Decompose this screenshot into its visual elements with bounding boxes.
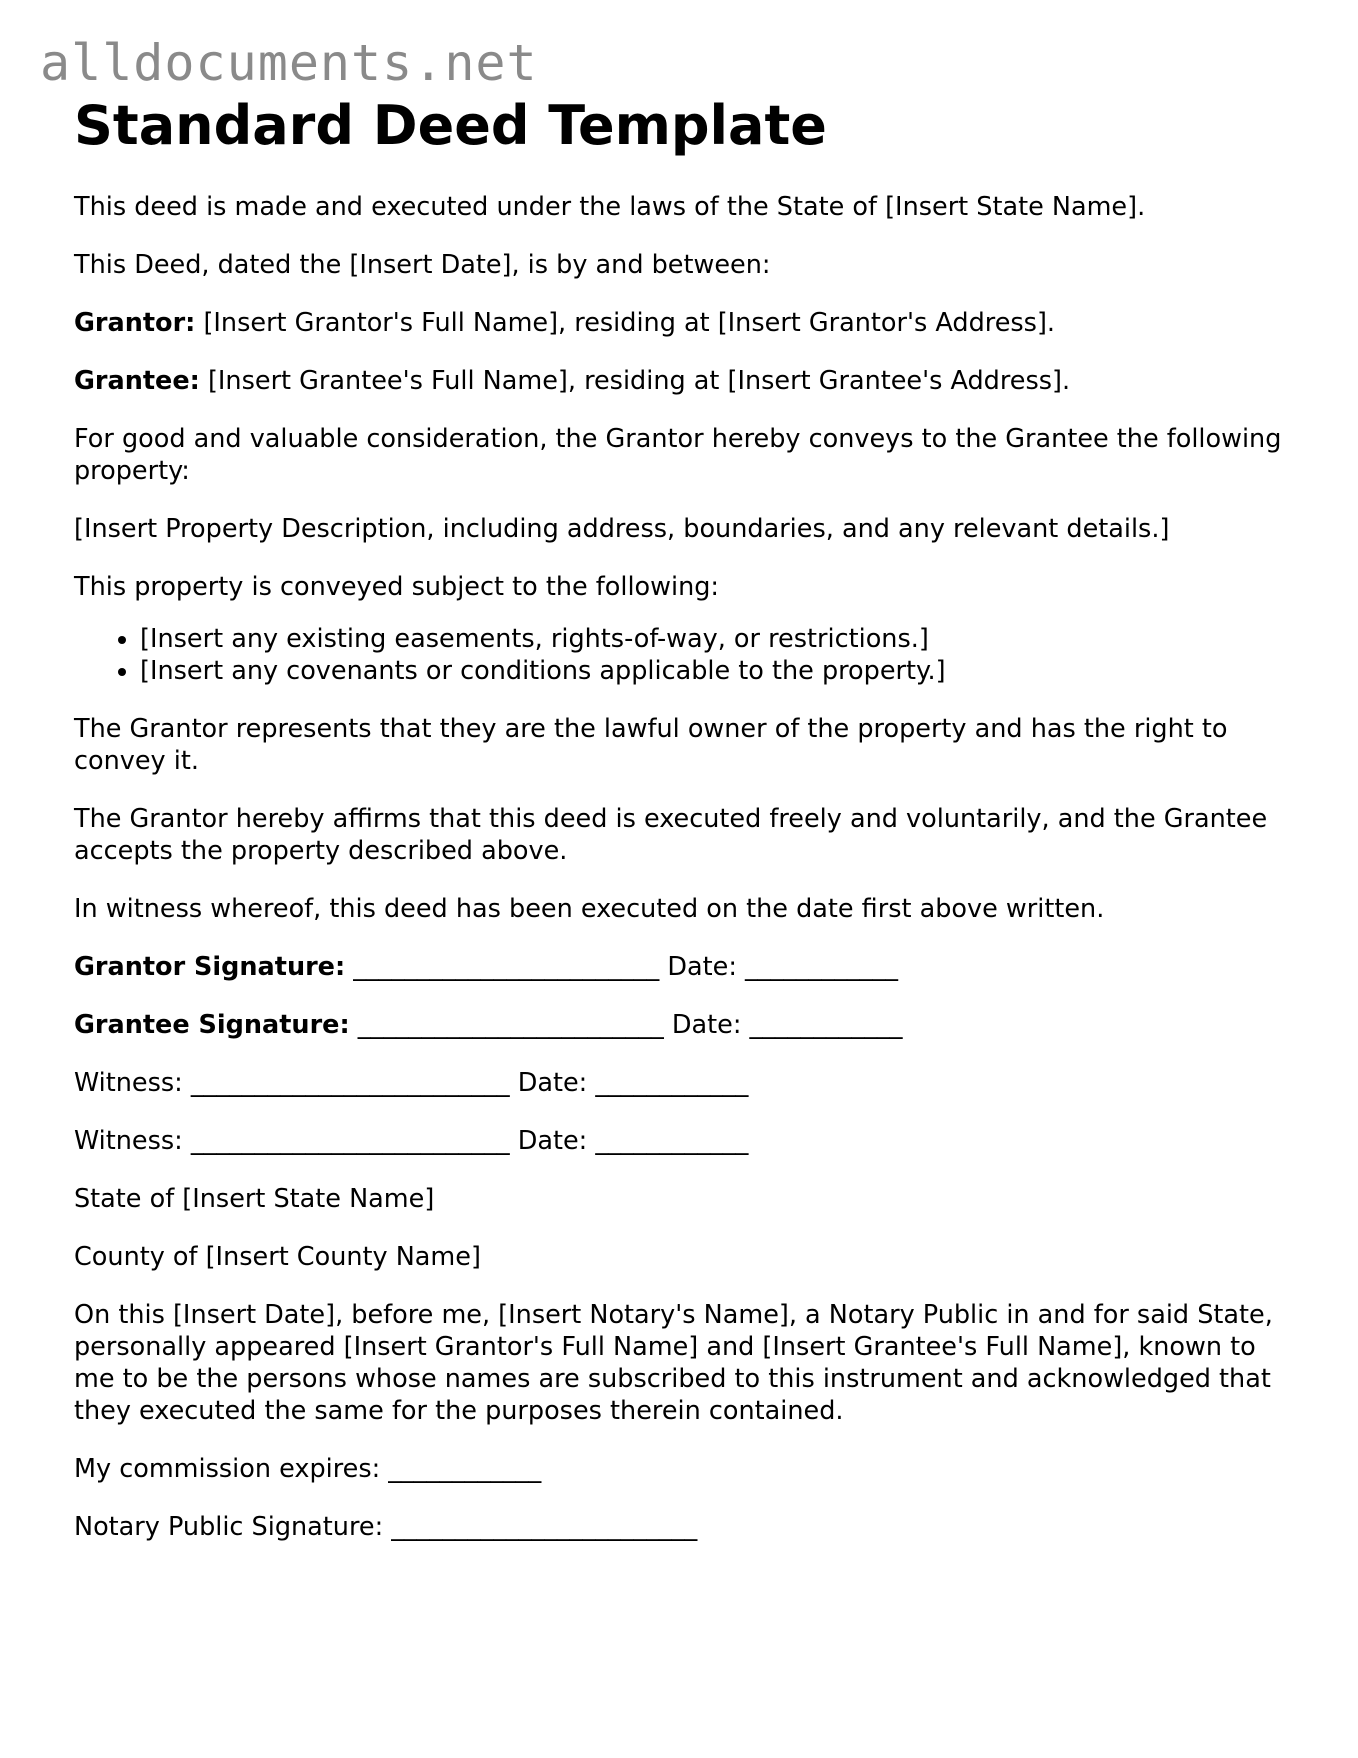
grantor-signature-label: Grantor Signature:	[74, 952, 346, 983]
watermark-logo: alldocuments.net	[40, 34, 538, 92]
grantor-text: [Insert Grantor's Full Name], residing at [Insert Grantor's Address].	[195, 308, 1056, 339]
list-item: • [Insert any existing easements, rights-of-way, or restrictions.]	[140, 623, 1294, 655]
subject-intro: This property is conveyed subject to the following:	[74, 572, 720, 603]
grantee-signature-line	[74, 1009, 1294, 1041]
witness-whereof-paragraph: In witness whereof, this deed has been executed on the date first above written.	[74, 894, 1105, 925]
notary-paragraph: On this [Insert Date], before me, [Insert Notary's Name], a Notary Public in and for said State, personally appeared [Insert Grantor's Full Name] and [Insert Grantee's Full Name], known to me to be the persons whose names are subscribed to this instrument and acknowledged that they executed the same for the purposes therein contained.	[74, 1300, 1273, 1427]
commission-line: My commission expires: ____________	[74, 1454, 542, 1485]
affirms-paragraph: The Grantor hereby affirms that this deed is executed freely and voluntarily, and the Grantee accepts the property described above.	[74, 804, 1268, 867]
grantee-signature-blank: ________________________ Date: ____________	[349, 1010, 903, 1041]
grantor-paragraph	[74, 307, 1294, 339]
witness-signature-line-2: Witness: _________________________ Date: ____________	[74, 1126, 749, 1157]
grantor-label: Grantor:	[74, 308, 196, 339]
subject-list	[74, 623, 1294, 687]
grantor-signature-line	[74, 951, 1294, 983]
state-line: State of [Insert State Name]	[74, 1184, 435, 1215]
page-title: Standard Deed Template	[74, 94, 827, 157]
witness-signature-line-1: Witness: _________________________ Date: ____________	[74, 1068, 749, 1099]
deed-document	[74, 96, 1294, 1569]
grantee-label: Grantee:	[74, 366, 200, 397]
notary-signature-line: Notary Public Signature: ________________________	[74, 1512, 698, 1543]
consideration-paragraph: For good and valuable consideration, the Grantor hereby conveys to the Grantee the following property:	[74, 424, 1282, 487]
grantee-paragraph	[74, 365, 1294, 397]
intro-paragraph: This deed is made and executed under the laws of the State of [Insert State Name].	[74, 192, 1146, 223]
grantor-signature-blank: ________________________ Date: ____________	[345, 952, 899, 983]
county-line: County of [Insert County Name]	[74, 1242, 481, 1273]
property-description: [Insert Property Description, including address, boundaries, and any relevant details.]	[74, 514, 1170, 545]
grantee-text: [Insert Grantee's Full Name], residing at [Insert Grantee's Address].	[199, 366, 1071, 397]
grantee-signature-label: Grantee Signature:	[74, 1010, 350, 1041]
represents-paragraph: The Grantor represents that they are the lawful owner of the property and has the right to convey it.	[74, 714, 1228, 777]
list-item: • [Insert any covenants or conditions applicable to the property.]	[140, 655, 1294, 687]
dated-paragraph: This Deed, dated the [Insert Date], is by and between:	[74, 250, 771, 281]
